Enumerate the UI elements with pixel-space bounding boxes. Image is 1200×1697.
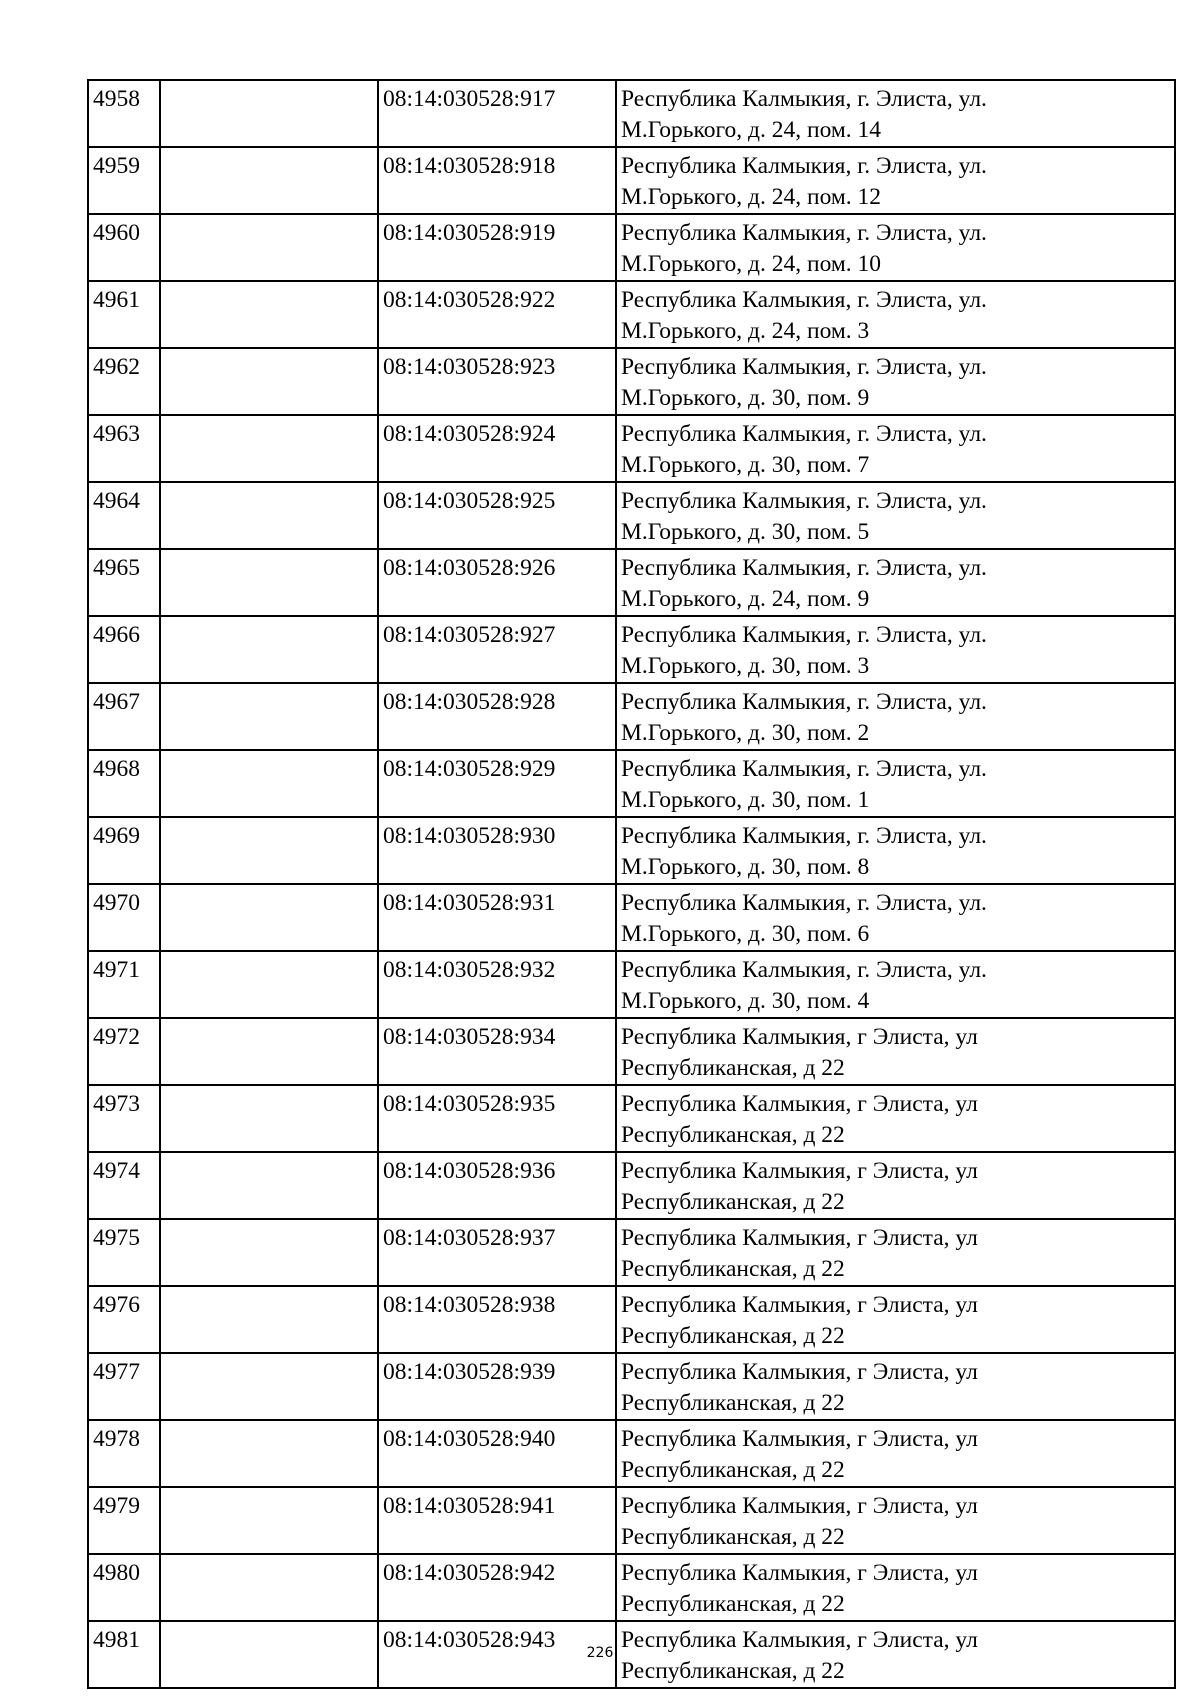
address-line-2: Республиканская, д 22 [621,1591,845,1617]
table-row [88,1152,1175,1219]
address-line-2: М.Горького, д. 24, пом. 10 [621,251,881,277]
address-line-2: Республиканская, д 22 [621,1189,845,1215]
row-number-cell: 4959 [88,147,160,214]
address-cell [616,482,1175,549]
row-number-cell: 4964 [88,482,160,549]
address-cell [616,1353,1175,1420]
address-line-1: Республика Калмыкия, г Элиста, ул [621,1560,978,1586]
address-cell [616,80,1175,147]
address-line-1: Республика Калмыкия, г. Элиста, ул. [621,890,987,916]
empty-cell [160,1018,378,1085]
address-line-1: Республика Калмыкия, г. Элиста, ул. [621,220,987,246]
address-line-1: Республика Калмыкия, г. Элиста, ул. [621,86,987,112]
address-cell [616,683,1175,750]
empty-cell [160,750,378,817]
cadastral-number-cell: 08:14:030528:917 [378,80,616,147]
table-row [88,750,1175,817]
empty-cell [160,884,378,951]
empty-cell [160,1487,378,1554]
cadastral-number-cell: 08:14:030528:928 [378,683,616,750]
cadastral-number-cell: 08:14:030528:935 [378,1085,616,1152]
table-row [88,951,1175,1018]
address-cell [616,1018,1175,1085]
address-line-2: М.Горького, д. 30, пом. 7 [621,452,870,478]
cadastral-number-cell: 08:14:030528:941 [378,1487,616,1554]
empty-cell [160,616,378,683]
empty-cell [160,1085,378,1152]
table-row [88,683,1175,750]
cadastral-number-cell: 08:14:030528:939 [378,1353,616,1420]
address-line-2: Республиканская, д 22 [621,1658,845,1684]
table-row [88,214,1175,281]
cadastral-number-cell: 08:14:030528:924 [378,415,616,482]
address-line-1: Республика Калмыкия, г. Элиста, ул. [621,354,987,380]
row-number-cell: 4978 [88,1420,160,1487]
address-cell [616,281,1175,348]
cadastral-number-cell: 08:14:030528:929 [378,750,616,817]
address-line-2: Республиканская, д 22 [621,1390,845,1416]
cadastral-number-cell: 08:14:030528:918 [378,147,616,214]
table-row [88,884,1175,951]
row-number-cell: 4971 [88,951,160,1018]
address-cell [616,817,1175,884]
table-row [88,817,1175,884]
table-row [88,549,1175,616]
address-line-2: Республиканская, д 22 [621,1323,845,1349]
row-number-cell: 4976 [88,1286,160,1353]
row-number-cell: 4980 [88,1554,160,1621]
address-line-1: Республика Калмыкия, г Элиста, ул [621,1024,978,1050]
cadastral-number-cell: 08:14:030528:927 [378,616,616,683]
address-line-1: Республика Калмыкия, г. Элиста, ул. [621,555,987,581]
address-cell [616,951,1175,1018]
row-number-cell: 4977 [88,1353,160,1420]
address-cell [616,1152,1175,1219]
table-row [88,616,1175,683]
address-line-1: Республика Калмыкия, г. Элиста, ул. [621,287,987,313]
address-line-1: Республика Калмыкия, г Элиста, ул [621,1158,978,1184]
empty-cell [160,549,378,616]
empty-cell [160,817,378,884]
empty-cell [160,1420,378,1487]
table-row [88,147,1175,214]
empty-cell [160,951,378,1018]
cadastral-number-cell: 08:14:030528:919 [378,214,616,281]
address-cell [616,616,1175,683]
cadastral-number-cell: 08:14:030528:937 [378,1219,616,1286]
address-line-2: М.Горького, д. 30, пом. 9 [621,385,870,411]
address-line-2: М.Горького, д. 30, пом. 6 [621,921,870,947]
row-number-cell: 4963 [88,415,160,482]
cadastral-number-cell: 08:14:030528:932 [378,951,616,1018]
table-row [88,1219,1175,1286]
cadastral-number-cell: 08:14:030528:942 [378,1554,616,1621]
address-line-2: М.Горького, д. 30, пом. 2 [621,720,870,746]
row-number-cell: 4981 [88,1621,160,1688]
address-line-2: М.Горького, д. 30, пом. 4 [621,988,870,1014]
cadastral-number-cell: 08:14:030528:934 [378,1018,616,1085]
table-row [88,1286,1175,1353]
empty-cell [160,147,378,214]
cadastral-number-cell: 08:14:030528:922 [378,281,616,348]
table-row [88,1420,1175,1487]
empty-cell [160,1353,378,1420]
address-line-2: М.Горького, д. 24, пом. 9 [621,586,870,612]
cadastral-number-cell: 08:14:030528:931 [378,884,616,951]
address-line-1: Республика Калмыкия, г. Элиста, ул. [621,488,987,514]
address-line-1: Республика Калмыкия, г Элиста, ул [621,1292,978,1318]
address-line-1: Республика Калмыкия, г Элиста, ул [621,1426,978,1452]
table-row [88,1018,1175,1085]
address-cell [616,1420,1175,1487]
address-line-2: Республиканская, д 22 [621,1524,845,1550]
cadastral-number-cell: 08:14:030528:936 [378,1152,616,1219]
table-row [88,482,1175,549]
cadastral-number-cell: 08:14:030528:943 [378,1621,616,1688]
table-row [88,1353,1175,1420]
address-line-2: Республиканская, д 22 [621,1256,845,1282]
address-line-2: М.Горького, д. 30, пом. 3 [621,653,870,679]
address-cell [616,750,1175,817]
address-cell [616,1487,1175,1554]
property-registry-table [87,79,1176,1689]
cadastral-number-cell: 08:14:030528:926 [378,549,616,616]
row-number-cell: 4970 [88,884,160,951]
table-row [88,348,1175,415]
address-line-2: М.Горького, д. 30, пом. 1 [621,787,870,813]
table-row [88,80,1175,147]
table-row [88,1085,1175,1152]
address-line-1: Республика Калмыкия, г. Элиста, ул. [621,957,987,983]
address-line-1: Республика Калмыкия, г. Элиста, ул. [621,421,987,447]
address-line-1: Республика Калмыкия, г Элиста, ул [621,1627,978,1653]
row-number-cell: 4974 [88,1152,160,1219]
table-row [88,1487,1175,1554]
address-line-1: Республика Калмыкия, г. Элиста, ул. [621,756,987,782]
empty-cell [160,1286,378,1353]
row-number-cell: 4958 [88,80,160,147]
cadastral-number-cell: 08:14:030528:923 [378,348,616,415]
address-cell [616,884,1175,951]
empty-cell [160,348,378,415]
empty-cell [160,415,378,482]
address-line-1: Республика Калмыкия, г. Элиста, ул. [621,823,987,849]
address-line-2: М.Горького, д. 24, пом. 14 [621,117,881,143]
address-line-1: Республика Калмыкия, г. Элиста, ул. [621,622,987,648]
row-number-cell: 4966 [88,616,160,683]
address-cell [616,214,1175,281]
cadastral-number-cell: 08:14:030528:938 [378,1286,616,1353]
address-line-1: Республика Калмыкия, г Элиста, ул [621,1359,978,1385]
address-line-2: М.Горького, д. 30, пом. 8 [621,854,870,880]
row-number-cell: 4960 [88,214,160,281]
address-line-1: Республика Калмыкия, г Элиста, ул [621,1225,978,1251]
empty-cell [160,1152,378,1219]
address-line-2: М.Горького, д. 30, пом. 5 [621,519,870,545]
address-line-2: Республиканская, д 22 [621,1122,845,1148]
address-line-2: М.Горького, д. 24, пом. 12 [621,184,881,210]
empty-cell [160,1219,378,1286]
address-cell [616,1554,1175,1621]
address-cell [616,1286,1175,1353]
row-number-cell: 4967 [88,683,160,750]
address-line-2: М.Горького, д. 24, пом. 3 [621,318,870,344]
empty-cell [160,683,378,750]
registry-table-body [88,80,1175,1688]
row-number-cell: 4972 [88,1018,160,1085]
row-number-cell: 4968 [88,750,160,817]
row-number-cell: 4965 [88,549,160,616]
row-number-cell: 4979 [88,1487,160,1554]
row-number-cell: 4973 [88,1085,160,1152]
empty-cell [160,1554,378,1621]
cadastral-number-cell: 08:14:030528:930 [378,817,616,884]
address-cell [616,147,1175,214]
address-cell [616,348,1175,415]
address-cell [616,1085,1175,1152]
empty-cell [160,214,378,281]
address-line-1: Республика Калмыкия, г Элиста, ул [621,1493,978,1519]
cadastral-number-cell: 08:14:030528:940 [378,1420,616,1487]
address-line-1: Республика Калмыкия, г. Элиста, ул. [621,689,987,715]
address-line-1: Республика Калмыкия, г. Элиста, ул. [621,153,987,179]
address-cell [616,1219,1175,1286]
address-line-1: Республика Калмыкия, г Элиста, ул [621,1091,978,1117]
address-line-2: Республиканская, д 22 [621,1055,845,1081]
empty-cell [160,80,378,147]
address-line-2: Республиканская, д 22 [621,1457,845,1483]
cadastral-number-cell: 08:14:030528:925 [378,482,616,549]
row-number-cell: 4961 [88,281,160,348]
page-number: 226 [586,1645,614,1661]
row-number-cell: 4975 [88,1219,160,1286]
address-cell [616,549,1175,616]
table-row [88,1554,1175,1621]
table-row [88,415,1175,482]
empty-cell [160,482,378,549]
table-row [88,281,1175,348]
empty-cell [160,281,378,348]
row-number-cell: 4962 [88,348,160,415]
row-number-cell: 4969 [88,817,160,884]
address-cell [616,415,1175,482]
